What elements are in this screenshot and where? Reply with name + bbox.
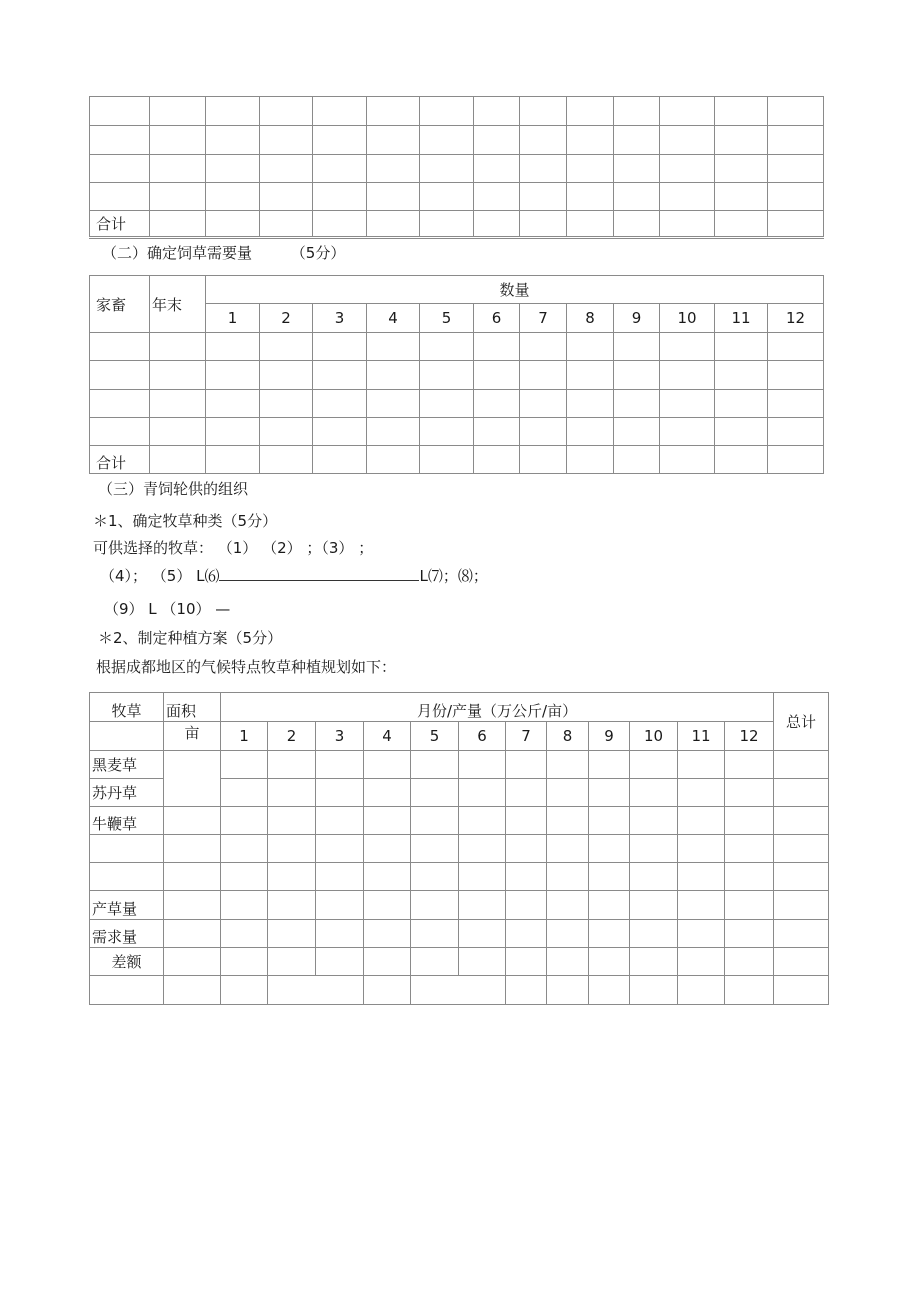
month-header: 12 xyxy=(768,304,824,333)
table-row xyxy=(90,863,829,891)
table-3 xyxy=(89,692,829,1005)
month-header: 7 xyxy=(506,722,547,751)
table-row xyxy=(90,155,824,183)
blank-line xyxy=(219,566,419,581)
header-forage: 牧草 xyxy=(90,693,164,722)
choice-line-1: 可供选择的牧草： （1） （2） ；（3） ； xyxy=(93,539,374,557)
row-label xyxy=(90,835,164,863)
month-header: 12 xyxy=(725,722,774,751)
header-area: 面积 xyxy=(164,693,221,722)
header-month-yield: 月份/产量（万公斤/亩） xyxy=(221,693,774,722)
row-label: 产草量 xyxy=(90,891,164,920)
plan-intro: 根据成都地区的气候特点牧草种植规划如下： xyxy=(96,658,397,676)
table-row xyxy=(90,390,824,418)
header-livestock: 家畜 xyxy=(90,276,150,333)
month-header: 5 xyxy=(411,722,459,751)
total-label: 合计 xyxy=(90,211,150,238)
section-2-title: （二）确定饲草需要量 xyxy=(102,244,253,262)
month-header: 1 xyxy=(206,304,260,333)
section-2-score: （5分） xyxy=(290,244,346,262)
table-row xyxy=(90,126,824,155)
row-label xyxy=(90,976,164,1005)
month-header: 3 xyxy=(316,722,364,751)
month-header: 5 xyxy=(420,304,474,333)
choice-line-2-end: L⑺；⑻； xyxy=(419,567,488,585)
table-row xyxy=(90,835,829,863)
section-2-heading xyxy=(102,242,345,263)
choice-line-2-start: （4）； （5） L⑹ xyxy=(100,567,220,585)
table-row xyxy=(90,751,829,779)
header-area-unit: 亩 xyxy=(164,722,221,751)
row-label: 牛鞭草 xyxy=(90,807,164,835)
total-row xyxy=(90,446,824,474)
table-row xyxy=(90,97,824,126)
row-label: 黑麦草 xyxy=(90,751,164,779)
item-2-title: ＊2、制定种植方案（5分） xyxy=(98,629,283,647)
total-label: 合计 xyxy=(90,446,150,474)
month-header: 9 xyxy=(589,722,630,751)
item-1-title: ＊1、确定牧草种类（5分） xyxy=(93,512,278,530)
month-header: 1 xyxy=(221,722,268,751)
table-row xyxy=(90,891,829,920)
month-header: 6 xyxy=(459,722,506,751)
section-3-heading: （三）青饲轮供的组织 xyxy=(98,480,249,498)
month-header: 2 xyxy=(268,722,316,751)
month-header: 4 xyxy=(364,722,411,751)
choice-line-3: （9） L （10） — xyxy=(104,600,231,618)
month-header: 10 xyxy=(630,722,678,751)
table-row xyxy=(90,361,824,390)
month-header: 8 xyxy=(547,722,589,751)
table-row xyxy=(90,976,829,1005)
month-header: 11 xyxy=(715,304,768,333)
month-header: 10 xyxy=(660,304,715,333)
row-label: 差额 xyxy=(90,948,164,976)
month-header: 11 xyxy=(678,722,725,751)
row-label: 需求量 xyxy=(90,920,164,948)
month-header: 7 xyxy=(520,304,567,333)
month-header: 2 xyxy=(260,304,313,333)
month-header: 6 xyxy=(474,304,520,333)
table-row xyxy=(90,418,824,446)
month-header: 9 xyxy=(614,304,660,333)
header-quantity: 数量 xyxy=(206,276,824,304)
header-total: 总计 xyxy=(774,693,829,751)
total-row xyxy=(90,211,824,238)
table-row xyxy=(90,183,824,211)
month-header: 3 xyxy=(313,304,367,333)
table-row xyxy=(90,920,829,948)
choice-line-2 xyxy=(100,565,488,586)
table-row xyxy=(90,807,829,835)
table-1 xyxy=(89,96,824,239)
month-header: 8 xyxy=(567,304,614,333)
table-row xyxy=(90,333,824,361)
header-year-end: 年末 xyxy=(150,276,206,333)
table-2 xyxy=(89,275,824,474)
row-label xyxy=(90,863,164,891)
table-row xyxy=(90,948,829,976)
month-header: 4 xyxy=(367,304,420,333)
row-label: 苏丹草 xyxy=(90,779,164,807)
